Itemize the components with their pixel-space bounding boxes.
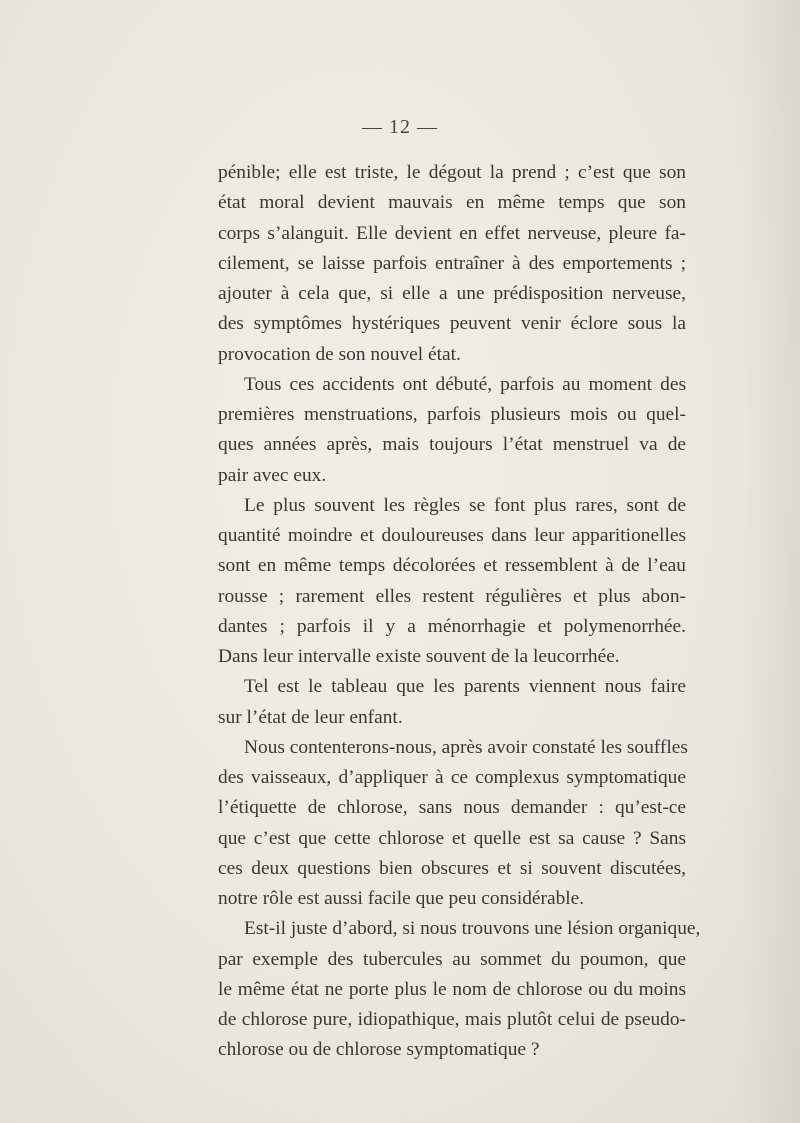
text-line: pénible; elle est triste, le dégout la prend ; c’est que son [218, 162, 686, 183]
text-line: ajouter à cela que, si elle a une prédisposition nerveuse, [218, 283, 686, 304]
text-line: par exemple des tubercules au sommet du poumon, que [218, 948, 686, 970]
text-line: des symptômes hystériques peuvent venir éclore sous la [218, 313, 686, 335]
text-line: cilement, se laisse parfois entraîner à des emportements ; [218, 252, 686, 274]
text-line: Tel est le tableau que les parents viennent nous faire [244, 676, 686, 698]
text-line: quantité moindre et douloureuses dans leur apparitionelles [218, 525, 686, 546]
text-line: ques années après, mais toujours l’état menstruel va de [218, 434, 686, 456]
text-line: sont en même temps décolorées et ressemblent à de l’eau [218, 555, 686, 577]
text-line: Tous ces accidents ont débuté, parfois au moment des [244, 373, 686, 395]
page-number: — 12 — [362, 116, 438, 138]
text-line: état moral devient mauvais en même temps que son [218, 192, 686, 214]
text-line: dantes ; parfois il y a ménorrhagie et polymenorrhée. [218, 615, 686, 637]
text-line: Le plus souvent les règles se font plus rares, sont de [244, 494, 686, 516]
text-line: ces deux questions bien obscures et si souvent discutées, [218, 857, 686, 879]
body-text [218, 158, 701, 1066]
text-line: sur l’état de leur enfant. [218, 706, 403, 728]
text-line: Dans leur intervalle existe souvent de la leucorrhée. [218, 646, 620, 667]
text-line: premières menstruations, parfois plusieurs mois ou quel- [218, 404, 686, 425]
text-line: le même état ne porte plus le nom de chlorose ou du moins [218, 978, 686, 1000]
text-line: que c’est que cette chlorose et quelle est sa cause ? Sans [218, 827, 686, 849]
text-line: notre rôle est aussi facile que peu considérable. [218, 888, 585, 909]
text-line: pair avec eux. [218, 464, 327, 486]
text-line: de chlorose pure, idiopathique, mais plutôt celui de pseudo- [218, 1009, 686, 1030]
text-line: rousse ; rarement elles restent régulières et plus abon- [218, 585, 686, 607]
text-line: provocation de son nouvel état. [218, 343, 461, 365]
text-line: corps s’alanguit. Elle devient en effet nerveuse, pleure fa- [218, 222, 686, 244]
page-edge-shadow [740, 0, 800, 1123]
text-line: chlorose ou de chlorose symptomatique ? [218, 1039, 540, 1061]
text-line: des vaisseaux, d’appliquer à ce complexus symptomatique [218, 767, 686, 788]
text-line: Nous contenterons-nous, après avoir constaté les souffles [244, 736, 688, 758]
text-line: l’étiquette de chlorose, sans nous demander : qu’est-ce [218, 797, 686, 819]
text-line: Est-il juste d’abord, si nous trouvons une lésion organique, [244, 918, 701, 940]
